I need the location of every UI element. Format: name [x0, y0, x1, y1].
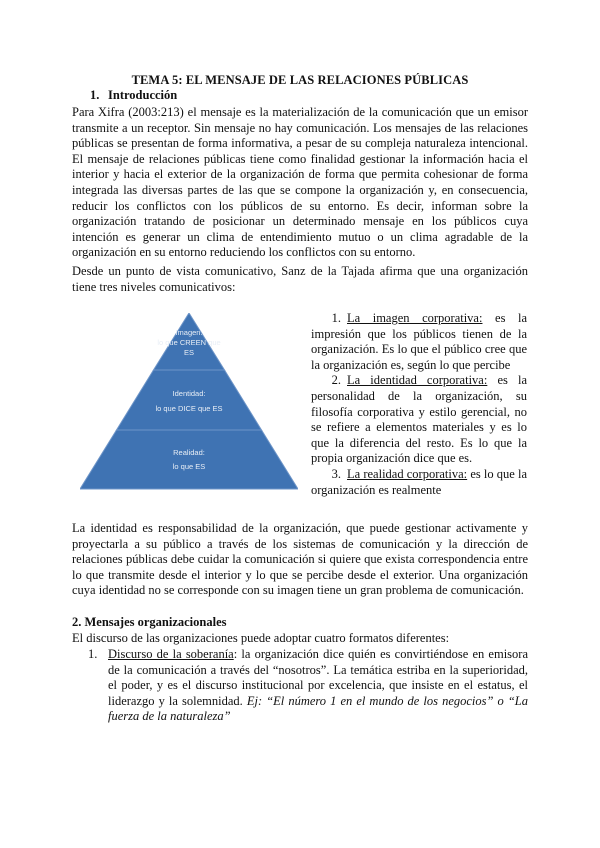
format-desc: : la organización dice quién es convirtiéndose en emisora de la comunicación a través del “nosotros”. La temática estriba en la superioridad, el poder, y es el discurso institucional por excelencia, que insiste en el estatus, el liderazgo y la solemnidad.	[108, 647, 528, 708]
format-text	[108, 647, 528, 725]
list-item-number: 3.	[331, 466, 341, 481]
list-item-desc: es la personalidad de la organización, su filosofía corporativa y estilo gerencial, no se refiere a elementos materiales y es lo que la diferencia del resto. Es lo que la propia organización dice que es.	[311, 373, 527, 466]
identity-paragraph: La identidad es responsabilidad de la organización, que puede gestionar activamente y proyectarla a su público a través de los sistemas de comunicación y la dirección de relaciones públicas debe cuidar la comunicación si quiere que exista correspondencia entre lo que transmite desde el interior y lo que se percibe desde el exterior. Una organización cuya identidad no se corresponde con su imagen tiene un gran problema de comunicación.	[72, 521, 528, 598]
list-item-number: 2.	[331, 373, 341, 388]
format-term: Discurso de la soberanía	[108, 647, 234, 661]
list-item-term: La realidad corporativa:	[347, 466, 468, 481]
pyramid-realidad-line1: Realidad:	[173, 448, 205, 457]
pyramid-realidad-line2: lo que ES	[172, 462, 206, 471]
pyramid-level-identidad	[117, 370, 262, 430]
list-item-desc: es lo que la organización es realmente	[311, 466, 527, 497]
list-item-desc: es la impresión que los públicos tienen de la organización. Es lo que el público cree que la organización es, según lo que percibe	[311, 311, 527, 372]
pyramid-imagen-line3: ES	[183, 348, 195, 357]
list-item	[311, 373, 527, 467]
levels-intro-paragraph: Desde un punto de vista comunicativo, Sanz de la Tajada afirma que una organización tiene tres niveles comunicativos:	[72, 264, 528, 294]
section-2-heading: 2. Mensajes organizacionales	[72, 615, 227, 629]
pyramid-imagen-line1: Imagen:	[175, 328, 203, 337]
section-1-heading	[90, 88, 177, 103]
intro-paragraph: Para Xifra (2003:213) el mensaje es la materialización de la comunicación que un emisor transmite a un receptor. Sin mensaje no hay comunicación. Los mensajes de las relaciones públicas se presentan de forma informativa, a pesar de su compleja naturaleza intencional. El mensaje de relaciones públicas tiene como finalidad gestionar la información hacia el interior y hacia el exterior de la organización de forma que permita cohesionar de forma integrada las diversas partes de las que se compone la organización y, en consecuencia, reducir los conflictos con los públicos de su entorno. Es decir, informan sobre la organización tratando de posicionar un determinado mensaje en los públicos cuya intención es generar un clima de entendimiento mutuo o un clima agradable de la organización en su entorno reduciendo los conflictos con su entorno.	[72, 105, 528, 260]
pyramid-identidad-line1: Identidad:	[172, 389, 206, 398]
pyramid-level-realidad	[80, 430, 298, 489]
format-number: 1.	[88, 647, 98, 661]
list-item-number: 1.	[331, 311, 341, 325]
section-1-title: Introducción	[108, 88, 178, 102]
formats-list-item	[88, 647, 528, 725]
formats-intro-paragraph: El discurso de las organizaciones puede adoptar cuatro formatos diferentes:	[72, 631, 450, 645]
page-title: TEMA 5: EL MENSAJE DE LAS RELACIONES PÚBLICAS	[131, 73, 469, 87]
list-item-term: La identidad corporativa:	[347, 373, 488, 388]
pyramid-imagen-line2: lo que CREEN que	[157, 338, 221, 347]
levels-list	[311, 311, 527, 498]
section-1-number: 1.	[90, 88, 100, 102]
list-item	[311, 467, 527, 498]
communication-levels-pyramid	[80, 313, 298, 491]
list-item-term: La imagen corporativa:	[347, 311, 483, 325]
pyramid-identidad-line2: lo que DICE que ES	[155, 404, 223, 413]
list-item	[311, 311, 527, 373]
format-example: Ej: “El número 1 en el mundo de los negocios” o “La fuerza de la naturaleza”	[108, 693, 529, 724]
